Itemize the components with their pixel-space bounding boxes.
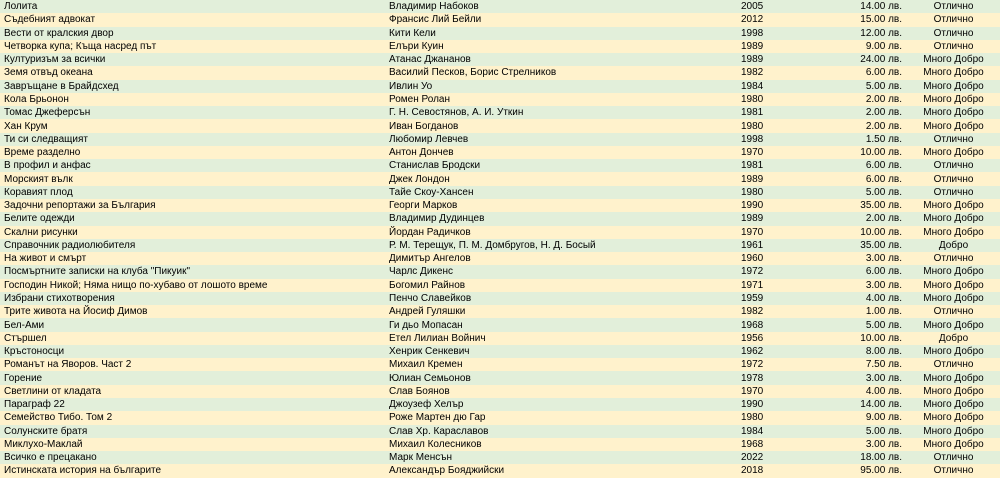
table-row[interactable] [0, 53, 1000, 66]
cell-price[interactable]: 10.00 лв. [819, 146, 906, 159]
cell-condition[interactable]: Отлично [906, 186, 1000, 199]
cell-title[interactable]: Посмъртните записки на клуба "Пикуик" [0, 265, 385, 278]
cell-year[interactable]: 1981 [720, 159, 819, 172]
cell-year[interactable]: 2005 [720, 0, 819, 13]
cell-title[interactable]: Господин Никой; Няма нищо по-хубаво от лошото време [0, 279, 385, 292]
cell-year[interactable]: 1956 [720, 332, 819, 345]
cell-title[interactable]: Скални рисунки [0, 226, 385, 239]
cell-title[interactable]: Вести от кралския двор [0, 27, 385, 40]
cell-title[interactable]: Земя отвъд океана [0, 66, 385, 79]
cell-year[interactable]: 1959 [720, 292, 819, 305]
table-row[interactable] [0, 425, 1000, 438]
cell-price[interactable]: 3.00 лв. [819, 371, 906, 384]
cell-year[interactable]: 1989 [720, 212, 819, 225]
cell-year[interactable]: 1972 [720, 265, 819, 278]
cell-title[interactable]: Избрани стихотворения [0, 292, 385, 305]
cell-price[interactable]: 9.00 лв. [819, 40, 906, 53]
cell-year[interactable]: 1971 [720, 279, 819, 292]
table-row[interactable] [0, 40, 1000, 53]
cell-price[interactable]: 1.00 лв. [819, 305, 906, 318]
cell-author[interactable]: Михаил Кремен [385, 358, 720, 371]
cell-author[interactable]: Ромен Ролан [385, 93, 720, 106]
cell-price[interactable]: 35.00 лв. [819, 199, 906, 212]
table-row[interactable] [0, 0, 1000, 13]
cell-price[interactable]: 6.00 лв. [819, 172, 906, 185]
cell-author[interactable]: Михаил Колесников [385, 438, 720, 451]
cell-price[interactable]: 9.00 лв. [819, 411, 906, 424]
cell-title[interactable]: Миклухо-Маклай [0, 438, 385, 451]
cell-year[interactable]: 1990 [720, 199, 819, 212]
cell-title[interactable]: Романът на Яворов. Част 2 [0, 358, 385, 371]
table-row[interactable] [0, 172, 1000, 185]
cell-price[interactable]: 2.00 лв. [819, 93, 906, 106]
cell-price[interactable]: 35.00 лв. [819, 239, 906, 252]
cell-author[interactable]: Станислав Бродски [385, 159, 720, 172]
cell-author[interactable]: Слав Боянов [385, 385, 720, 398]
cell-condition[interactable]: Много Добро [906, 265, 1000, 278]
cell-price[interactable]: 2.00 лв. [819, 119, 906, 132]
cell-year[interactable]: 1970 [720, 146, 819, 159]
cell-author[interactable]: Александър Бояджийски [385, 464, 720, 477]
cell-author[interactable]: Франсис Лий Бейли [385, 13, 720, 26]
cell-price[interactable]: 95.00 лв. [819, 464, 906, 477]
cell-price[interactable]: 4.00 лв. [819, 385, 906, 398]
cell-author[interactable]: Любомир Левчев [385, 133, 720, 146]
cell-author[interactable]: Василий Песков, Борис Стрелников [385, 66, 720, 79]
table-row[interactable] [0, 371, 1000, 384]
cell-author[interactable]: Ивлин Уо [385, 80, 720, 93]
cell-price[interactable]: 3.00 лв. [819, 438, 906, 451]
cell-author[interactable]: Андрей Гуляшки [385, 305, 720, 318]
cell-condition[interactable]: Много Добро [906, 53, 1000, 66]
cell-condition[interactable]: Отлично [906, 13, 1000, 26]
cell-price[interactable]: 15.00 лв. [819, 13, 906, 26]
cell-condition[interactable]: Много Добро [906, 279, 1000, 292]
cell-title[interactable]: Хан Крум [0, 119, 385, 132]
cell-title[interactable]: Четворка купа; Къща насред път [0, 40, 385, 53]
cell-title[interactable]: Културизъм за всички [0, 53, 385, 66]
cell-year[interactable]: 1984 [720, 425, 819, 438]
cell-year[interactable]: 1989 [720, 172, 819, 185]
cell-condition[interactable]: Отлично [906, 133, 1000, 146]
cell-title[interactable]: Ти си следващият [0, 133, 385, 146]
cell-year[interactable]: 1984 [720, 80, 819, 93]
cell-title[interactable]: Кръстоносци [0, 345, 385, 358]
table-row[interactable] [0, 358, 1000, 371]
cell-year[interactable]: 1982 [720, 305, 819, 318]
cell-condition[interactable]: Много Добро [906, 119, 1000, 132]
cell-condition[interactable]: Добро [906, 239, 1000, 252]
table-row[interactable] [0, 252, 1000, 265]
cell-price[interactable]: 3.00 лв. [819, 279, 906, 292]
table-row[interactable] [0, 464, 1000, 477]
table-row[interactable] [0, 279, 1000, 292]
cell-year[interactable]: 1968 [720, 318, 819, 331]
cell-title[interactable]: Лолита [0, 0, 385, 13]
cell-year[interactable]: 1962 [720, 345, 819, 358]
cell-author[interactable]: Димитър Ангелов [385, 252, 720, 265]
cell-condition[interactable]: Много Добро [906, 146, 1000, 159]
cell-price[interactable]: 8.00 лв. [819, 345, 906, 358]
cell-condition[interactable]: Много Добро [906, 425, 1000, 438]
cell-year[interactable]: 1970 [720, 226, 819, 239]
cell-price[interactable]: 7.50 лв. [819, 358, 906, 371]
cell-title[interactable]: Горение [0, 371, 385, 384]
cell-year[interactable]: 1961 [720, 239, 819, 252]
table-row[interactable] [0, 332, 1000, 345]
cell-condition[interactable]: Отлично [906, 172, 1000, 185]
cell-price[interactable]: 5.00 лв. [819, 425, 906, 438]
cell-condition[interactable]: Много Добро [906, 66, 1000, 79]
cell-price[interactable]: 18.00 лв. [819, 451, 906, 464]
cell-year[interactable]: 1982 [720, 66, 819, 79]
cell-year[interactable]: 1980 [720, 93, 819, 106]
table-row[interactable] [0, 385, 1000, 398]
cell-author[interactable]: Владимир Набоков [385, 0, 720, 13]
cell-condition[interactable]: Отлично [906, 40, 1000, 53]
cell-price[interactable]: 5.00 лв. [819, 186, 906, 199]
table-row[interactable] [0, 318, 1000, 331]
table-row[interactable] [0, 265, 1000, 278]
cell-condition[interactable]: Отлично [906, 464, 1000, 477]
cell-year[interactable]: 1980 [720, 186, 819, 199]
cell-condition[interactable]: Отлично [906, 358, 1000, 371]
cell-title[interactable]: Съдебният адвокат [0, 13, 385, 26]
cell-condition[interactable]: Много Добро [906, 292, 1000, 305]
cell-condition[interactable]: Добро [906, 332, 1000, 345]
cell-price[interactable]: 1.50 лв. [819, 133, 906, 146]
table-row[interactable] [0, 186, 1000, 199]
cell-year[interactable]: 1960 [720, 252, 819, 265]
cell-title[interactable]: Справочник радиолюбителя [0, 239, 385, 252]
cell-year[interactable]: 1968 [720, 438, 819, 451]
cell-year[interactable]: 1998 [720, 27, 819, 40]
cell-author[interactable]: Г. Н. Севостянов, А. И. Уткин [385, 106, 720, 119]
cell-year[interactable]: 1990 [720, 398, 819, 411]
table-row[interactable] [0, 292, 1000, 305]
cell-title[interactable]: Светлини от кладата [0, 385, 385, 398]
cell-condition[interactable]: Много Добро [906, 385, 1000, 398]
cell-price[interactable]: 10.00 лв. [819, 332, 906, 345]
table-row[interactable] [0, 305, 1000, 318]
cell-condition[interactable]: Много Добро [906, 212, 1000, 225]
cell-price[interactable]: 5.00 лв. [819, 318, 906, 331]
cell-author[interactable]: Р. М. Терещук, П. М. Домбругов, Н. Д. Босый [385, 239, 720, 252]
cell-author[interactable]: Елъри Куин [385, 40, 720, 53]
cell-title[interactable]: Солунските братя [0, 425, 385, 438]
cell-condition[interactable]: Отлично [906, 0, 1000, 13]
table-row[interactable] [0, 239, 1000, 252]
table-row[interactable] [0, 119, 1000, 132]
cell-condition[interactable]: Много Добро [906, 438, 1000, 451]
cell-condition[interactable]: Отлично [906, 252, 1000, 265]
cell-author[interactable]: Ги дьо Мопасан [385, 318, 720, 331]
cell-author[interactable]: Юлиан Семьонов [385, 371, 720, 384]
cell-year[interactable]: 1981 [720, 106, 819, 119]
cell-price[interactable]: 10.00 лв. [819, 226, 906, 239]
table-row[interactable] [0, 133, 1000, 146]
table-row[interactable] [0, 451, 1000, 464]
cell-condition[interactable]: Отлично [906, 27, 1000, 40]
cell-title[interactable]: Белите одежди [0, 212, 385, 225]
cell-price[interactable]: 2.00 лв. [819, 212, 906, 225]
cell-condition[interactable]: Много Добро [906, 398, 1000, 411]
table-row[interactable] [0, 13, 1000, 26]
cell-author[interactable]: Богомил Райнов [385, 279, 720, 292]
cell-condition[interactable]: Много Добро [906, 371, 1000, 384]
cell-price[interactable]: 6.00 лв. [819, 265, 906, 278]
cell-title[interactable]: Бел-Ами [0, 318, 385, 331]
cell-price[interactable]: 24.00 лв. [819, 53, 906, 66]
cell-title[interactable]: В профил и анфас [0, 159, 385, 172]
cell-author[interactable]: Кити Кели [385, 27, 720, 40]
cell-price[interactable]: 3.00 лв. [819, 252, 906, 265]
table-row[interactable] [0, 212, 1000, 225]
cell-year[interactable]: 2022 [720, 451, 819, 464]
table-row[interactable] [0, 438, 1000, 451]
cell-author[interactable]: Атанас Джананов [385, 53, 720, 66]
cell-year[interactable]: 1980 [720, 119, 819, 132]
cell-title[interactable]: Коравият плод [0, 186, 385, 199]
cell-author[interactable]: Етел Лилиан Войнич [385, 332, 720, 345]
cell-year[interactable]: 1998 [720, 133, 819, 146]
cell-title[interactable]: Кола Брьонон [0, 93, 385, 106]
cell-year[interactable]: 1980 [720, 411, 819, 424]
cell-title[interactable]: Трите живота на Йосиф Димов [0, 305, 385, 318]
cell-condition[interactable]: Много Добро [906, 93, 1000, 106]
cell-condition[interactable]: Много Добро [906, 226, 1000, 239]
table-row[interactable] [0, 80, 1000, 93]
cell-condition[interactable]: Много Добро [906, 80, 1000, 93]
cell-author[interactable]: Хенрик Сенкевич [385, 345, 720, 358]
cell-condition[interactable]: Много Добро [906, 345, 1000, 358]
cell-author[interactable]: Владимир Дудинцев [385, 212, 720, 225]
cell-author[interactable]: Чарлс Дикенс [385, 265, 720, 278]
cell-author[interactable]: Йордан Радичков [385, 226, 720, 239]
table-row[interactable] [0, 27, 1000, 40]
cell-author[interactable]: Пенчо Славейков [385, 292, 720, 305]
cell-year[interactable]: 1989 [720, 53, 819, 66]
cell-condition[interactable]: Отлично [906, 159, 1000, 172]
table-row[interactable] [0, 411, 1000, 424]
table-row[interactable] [0, 199, 1000, 212]
cell-year[interactable]: 2018 [720, 464, 819, 477]
cell-condition[interactable]: Много Добро [906, 106, 1000, 119]
cell-author[interactable]: Марк Менсън [385, 451, 720, 464]
cell-author[interactable]: Антон Дончев [385, 146, 720, 159]
cell-title[interactable]: Параграф 22 [0, 398, 385, 411]
table-row[interactable] [0, 146, 1000, 159]
cell-author[interactable]: Роже Мартен дю Гар [385, 411, 720, 424]
cell-title[interactable]: Задочни репортажи за България [0, 199, 385, 212]
cell-title[interactable]: Морският вълк [0, 172, 385, 185]
cell-price[interactable]: 5.00 лв. [819, 80, 906, 93]
cell-title[interactable]: Семейство Тибо. Том 2 [0, 411, 385, 424]
cell-title[interactable]: Време разделно [0, 146, 385, 159]
cell-title[interactable]: Томас Джеферсън [0, 106, 385, 119]
cell-year[interactable]: 1989 [720, 40, 819, 53]
cell-condition[interactable]: Отлично [906, 451, 1000, 464]
cell-price[interactable]: 4.00 лв. [819, 292, 906, 305]
cell-price[interactable]: 6.00 лв. [819, 159, 906, 172]
table-row[interactable] [0, 93, 1000, 106]
cell-price[interactable]: 14.00 лв. [819, 398, 906, 411]
cell-condition[interactable]: Отлично [906, 305, 1000, 318]
cell-title[interactable]: Истинската история на българите [0, 464, 385, 477]
table-row[interactable] [0, 226, 1000, 239]
cell-author[interactable]: Тайе Скоу-Хансен [385, 186, 720, 199]
table-row[interactable] [0, 66, 1000, 79]
cell-price[interactable]: 2.00 лв. [819, 106, 906, 119]
cell-year[interactable]: 2012 [720, 13, 819, 26]
cell-title[interactable]: Всичко е прецакано [0, 451, 385, 464]
cell-condition[interactable]: Много Добро [906, 199, 1000, 212]
cell-price[interactable]: 14.00 лв. [819, 0, 906, 13]
cell-title[interactable]: Завръщане в Брайдсхед [0, 80, 385, 93]
cell-year[interactable]: 1978 [720, 371, 819, 384]
cell-year[interactable]: 1970 [720, 385, 819, 398]
cell-condition[interactable]: Много Добро [906, 411, 1000, 424]
cell-condition[interactable]: Много Добро [906, 318, 1000, 331]
table-row[interactable] [0, 345, 1000, 358]
cell-price[interactable]: 12.00 лв. [819, 27, 906, 40]
cell-price[interactable]: 6.00 лв. [819, 66, 906, 79]
cell-author[interactable]: Слав Хр. Караславов [385, 425, 720, 438]
cell-author[interactable]: Джек Лондон [385, 172, 720, 185]
cell-author[interactable]: Джоузеф Хелър [385, 398, 720, 411]
table-row[interactable] [0, 106, 1000, 119]
cell-author[interactable]: Иван Богданов [385, 119, 720, 132]
cell-year[interactable]: 1972 [720, 358, 819, 371]
cell-title[interactable]: На живот и смърт [0, 252, 385, 265]
table-row[interactable] [0, 159, 1000, 172]
cell-author[interactable]: Георги Марков [385, 199, 720, 212]
table-row[interactable] [0, 398, 1000, 411]
cell-title[interactable]: Стършел [0, 332, 385, 345]
